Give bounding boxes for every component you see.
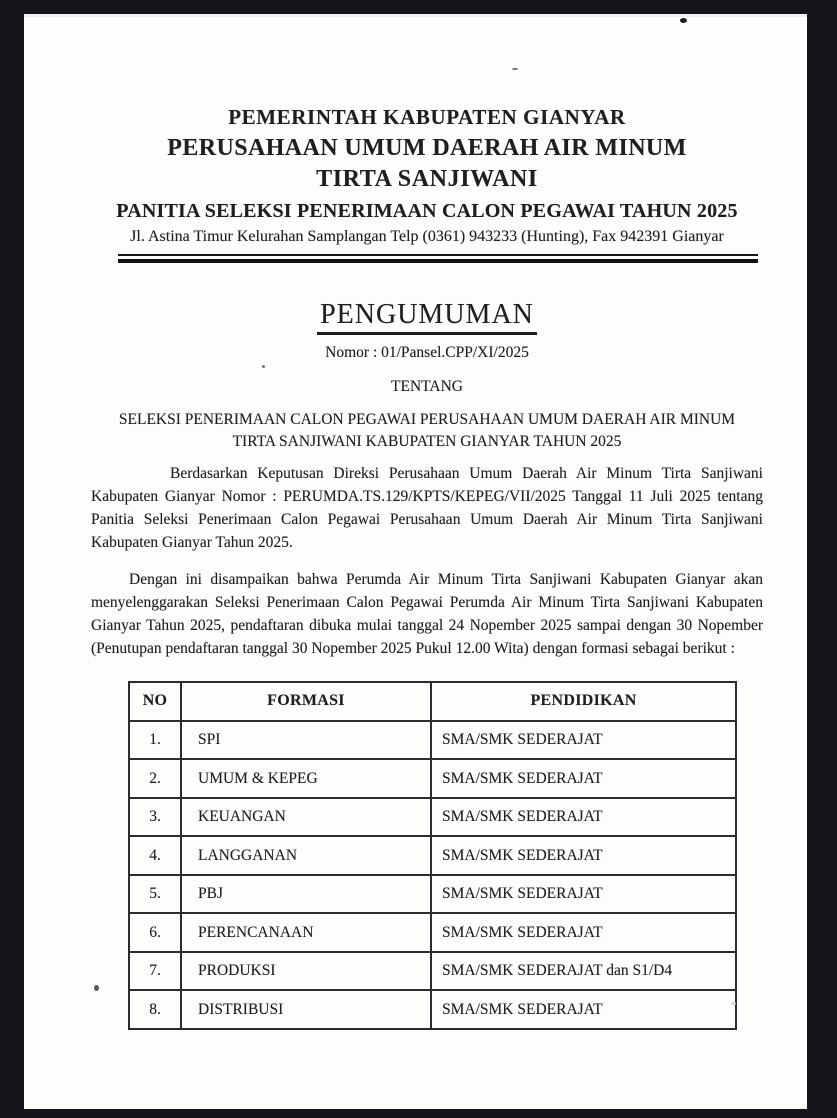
cell-no: 4. <box>129 836 181 875</box>
table-row <box>129 952 736 991</box>
table-row <box>129 721 736 760</box>
announcement-subject: SELEKSI PENERIMAAN CALON PEGAWAI PERUSAHAAN UMUM DAERAH AIR MINUM TIRTA SANJIWANI KABUPATEN GIANYAR TAHUN 2025 <box>118 410 736 450</box>
cell-formasi: SPI <box>181 721 431 760</box>
cell-pendidikan: SMA/SMK SEDERAJAT <box>431 798 736 837</box>
cell-formasi: LANGGANAN <box>181 836 431 875</box>
cell-pendidikan: SMA/SMK SEDERAJAT <box>431 836 736 875</box>
paragraph-legal-basis: Berdasarkan Keputusan Direksi Perusahaan Umum Daerah Air Minum Tirta Sanjiwani Kabupaten Gianyar Nomor : PERUMDA.TS.129/KPTS/KEPEG/VII/2025 Tanggal 11 Juli 2025 tentang Panitia Seleksi Penerimaan Calon Pegawai Perusahaan Umum Daerah Air Minum Tirta Sanjiwani Kabupaten Gianyar Tahun 2025. <box>91 464 763 551</box>
announcement-body <box>91 299 763 1030</box>
table-row <box>129 913 736 952</box>
company-brand: TIRTA SANJIWANI <box>316 166 538 193</box>
scan-artifact <box>512 68 518 70</box>
cell-no: 6. <box>129 913 181 952</box>
announcement-title-wrap <box>91 299 763 335</box>
scan-artifact <box>262 365 265 368</box>
scan-artifact <box>680 18 687 23</box>
cell-pendidikan: SMA/SMK SEDERAJAT <box>431 913 736 952</box>
formasi-table <box>128 681 737 1030</box>
formasi-table-head <box>129 682 736 721</box>
table-row <box>129 798 736 837</box>
announcement-title: PENGUMUMAN <box>317 299 537 335</box>
paragraph-registration-info: Dengan ini disampaikan bahwa Perumda Air Minum Tirta Sanjiwani Kabupaten Gianyar akan menyelenggarakan Seleksi Penerimaan Calon Pegawai Perumda Air Minum Tirta Sanjiwani Kabupaten Gianyar Tahun 2025, pendaftaran dibuka mulai tanggal 24 Nopember 2025 sampai dengan 30 Nopember (Penutupan pendaftaran tanggal 30 Nopember 2025 Pukul 12.00 Wita) dengan formasi sebagai berikut : <box>91 570 763 657</box>
cell-pendidikan: SMA/SMK SEDERAJAT <box>431 875 736 914</box>
company-name: PERUSAHAAN UMUM DAERAH AIR MINUM <box>167 134 687 161</box>
cell-pendidikan: SMA/SMK SEDERAJAT <box>431 721 736 760</box>
committee-name: PANITIA SELEKSI PENERIMAAN CALON PEGAWAI TAHUN 2025 <box>116 200 738 223</box>
cell-formasi: KEUANGAN <box>181 798 431 837</box>
scan-artifact <box>731 1002 736 1005</box>
cell-no: 5. <box>129 875 181 914</box>
cell-formasi: PRODUKSI <box>181 952 431 991</box>
cell-no: 2. <box>129 759 181 798</box>
cell-formasi: PBJ <box>181 875 431 914</box>
cell-formasi: DISTRIBUSI <box>181 990 431 1029</box>
column-header-no: NO <box>129 682 181 721</box>
letterhead <box>91 105 763 263</box>
cell-no: 1. <box>129 721 181 760</box>
cell-no: 7. <box>129 952 181 991</box>
cell-formasi: UMUM & KEPEG <box>181 759 431 798</box>
cell-no: 8. <box>129 990 181 1029</box>
table-header-row <box>129 682 736 721</box>
cell-formasi: PERENCANAAN <box>181 913 431 952</box>
column-header-pendidikan: PENDIDIKAN <box>431 682 736 721</box>
table-row <box>129 836 736 875</box>
cell-pendidikan: SMA/SMK SEDERAJAT dan S1/D4 <box>431 952 736 991</box>
cell-pendidikan: SMA/SMK SEDERAJAT <box>431 990 736 1029</box>
table-row <box>129 759 736 798</box>
table-row <box>129 875 736 914</box>
scan-artifact <box>94 985 99 991</box>
column-header-formasi: FORMASI <box>181 682 431 721</box>
letterhead-divider <box>118 254 758 263</box>
letterhead-address: Jl. Astina Timur Kelurahan Samplangan Telp (0361) 943233 (Hunting), Fax 942391 Gianyar <box>130 227 724 245</box>
announcement-number: Nomor : 01/Pansel.CPP/XI/2025 <box>325 343 529 361</box>
cell-pendidikan: SMA/SMK SEDERAJAT <box>431 759 736 798</box>
document-page <box>24 14 807 1109</box>
formasi-table-body <box>129 721 736 1029</box>
table-row <box>129 990 736 1029</box>
government-name: PEMERINTAH KABUPATEN GIANYAR <box>228 105 626 129</box>
cell-no: 3. <box>129 798 181 837</box>
announcement-about-label: TENTANG <box>391 377 463 395</box>
